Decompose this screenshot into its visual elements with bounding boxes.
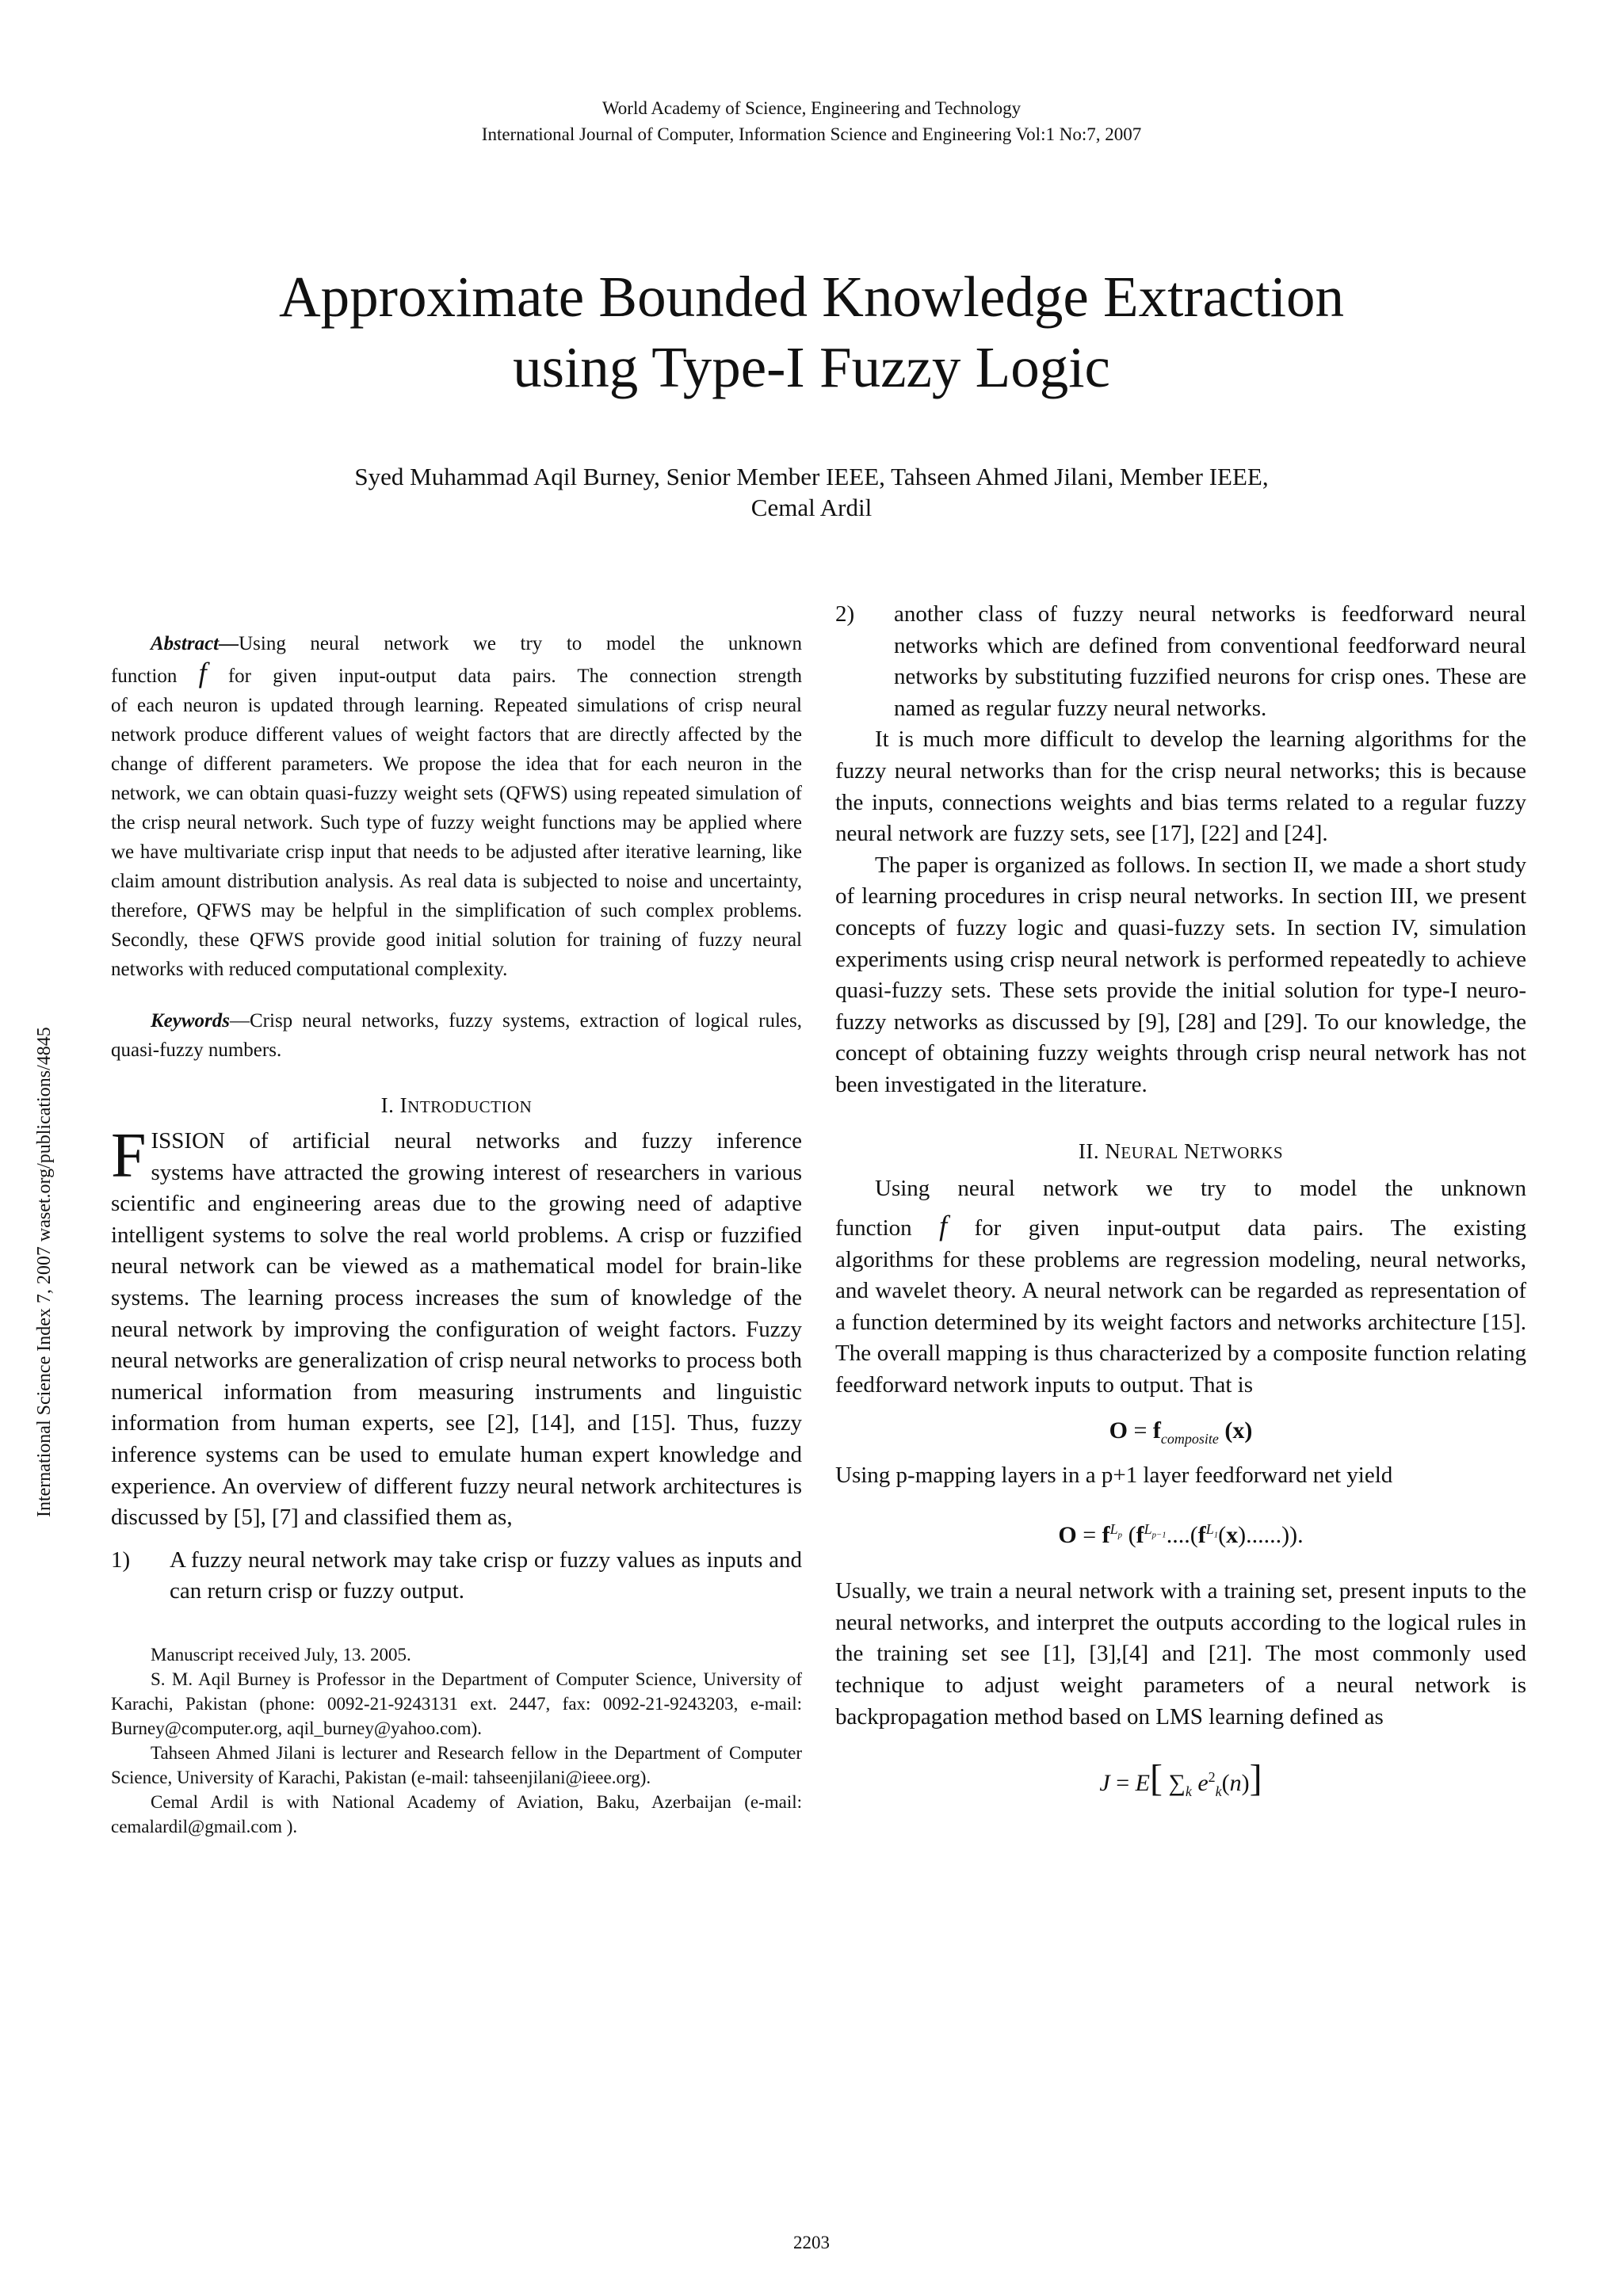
eq2-lhs: O [1058,1522,1077,1549]
nn-function-rest: for given input-output data pairs. The existing [974,1215,1526,1241]
section-heading-intro [111,1093,802,1118]
abstract-function-line [111,658,802,691]
authors-line1: Syed Muhammad Aqil Burney, Senior Member IEEE, Tahseen Ahmed Jilani, Member IEEE, [354,463,1269,490]
eq3-square: 2 [1208,1769,1216,1786]
intro-first-word: ISSION [151,1128,225,1154]
keywords [111,1006,802,1065]
eq3-e-index: k [1215,1783,1222,1800]
eq3-sum-index: k [1185,1783,1192,1800]
abstract-lead [111,629,802,658]
list-item-1-text: A fuzzy neural network may take crisp or fuzzy values as inputs and can return crisp or fuzzy output. [170,1547,802,1604]
eq2-equals: = [1083,1522,1097,1549]
list-item-2 [835,599,1526,724]
abstract-lead-text: Using neural network we try to model the unknown [239,633,802,654]
section-heading-neural-networks [835,1139,1526,1164]
eq2-lp1: L [1144,1521,1152,1538]
intro-heading-first: I [399,1093,408,1117]
page-number: 2203 [793,2233,830,2252]
intro-paragraph [111,1121,803,1534]
abstract-label: Abstract [151,633,220,654]
equation-layered: $O = f^{L_p}$ $(f^{L_{p-1}}....(f^{L_1}(x)......))$. [1058,1521,1304,1549]
eq3-e: e [1197,1770,1209,1797]
author-list [0,461,1623,523]
sec2-first: N [1105,1138,1121,1163]
eq2-lp: L [1109,1521,1118,1538]
sec2-first2: N [1184,1138,1201,1163]
title-line1: Approximate Bounded Knowledge Extraction [278,265,1345,329]
nn-body: algorithms for these problems are regression modeling, neural networks, and wavelet theory. A neural network can be regarded as representation of a function determined by its weight factors and networks architecture [15]. The overall mapping is thus characterized by a composite function relating feedforward network inputs to output. That is [835,1246,1526,1398]
eq1-equals: = [1133,1417,1148,1444]
eq3-E: E [1135,1770,1150,1797]
eq2-x: x [1226,1522,1239,1549]
sec2-mid: EURAL [1121,1142,1178,1162]
right-column [835,599,1526,1800]
intro-lead: of artificial neural networks and fuzzy inference [249,1128,803,1154]
authors-line2: Cemal Ardil [750,494,873,521]
title-line2: using Type-I Fuzzy Logic [513,335,1110,399]
eq1-argument: (x) [1224,1417,1253,1444]
footnote-burney: S. M. Aqil Burney is Professor in the Department of Computer Science, University of Karachi, Pakistan (phone: 0092-21-9243131 ext. 2447, fax: 0092-21-9243203, e-mail: Burney@computer.org, aqil_burney@yahoo.com). [111,1669,802,1738]
sec2-num: II. [1078,1138,1100,1163]
abstract-function-word: function [111,666,178,687]
side-watermark: International Science Index 7, 2007 waset.org/publications/4845 [34,1027,55,1517]
left-column [111,629,802,1839]
keywords-label: Keywords [151,1010,230,1032]
eq1-subscript: composite [1160,1430,1219,1447]
footnotes [111,1642,802,1839]
eq2-lp1-sub: p−1 [1151,1530,1167,1540]
intro-heading-rest: NTRODUCTION [407,1097,533,1116]
journal-header-line2: International Journal of Computer, Information Science and Engineering Vol:1 No:7, 2007 [481,124,1142,144]
eq2-lp-sub: p [1117,1530,1123,1540]
paper-title [0,261,1623,402]
footnote-ardil: Cemal Ardil is with National Academy of Aviation, Baku, Azerbaijan (e-mail: cemalardil@gmail.com ). [111,1791,802,1836]
eq3-sum: ∑ [1168,1770,1186,1797]
nn-lead: Using neural network we try to model the unknown [875,1175,1526,1201]
intro-first-line [111,1126,802,1158]
list-item-2-number: 2) [835,601,855,627]
equation-composite [835,1417,1526,1447]
intro-body: systems have attracted the growing interest of researchers in various scientific and engineering areas due to the growing need of adaptive intelligent systems to solve the real world problems. A crisp or fuzzified neural network can be viewed as a mathematical model for brain-like systems. The learning process increases the sum of knowledge of the neural network by improving the configuration of weight factors. Fuzzy neural networks are generalization of crisp neural networks to process both numerical information from measuring instruments and linguistic information from human experts, see [2], [14], and [15]. Thus, fuzzy inference systems can be used to emulate human expert knowledge and experience. An overview of different fuzzy neural network architectures is discussed by [5], [7] and classified them as, [111,1159,802,1531]
abstract-function-rest: for given input-output data pairs. The connection strength [227,666,802,687]
paragraph-training: Usually, we train a neural network with a training set, present inputs to the neural networks, and interpret the outputs according to the logical rules in the training set see [1], [3],[4] and [21]. The most commonly used technique to adjust weight parameters of a neural network is backpropagation method based on LMS learning defined as [835,1578,1526,1730]
eq2-dots2: ...... [1246,1522,1282,1549]
eq2-f2: f [1136,1522,1144,1549]
footnote-received: Manuscript received July, 13. 2005. [151,1644,411,1665]
list-item-1 [111,1545,802,1608]
equation-lms: J = E[ $\sum_k$ $e^2_k(n)$] [1099,1757,1262,1800]
eq1-f: f [1152,1417,1161,1444]
eq3-equals: = [1116,1770,1130,1797]
eq2-l1-sub: 1 [1213,1530,1219,1540]
journal-header-line1: World Academy of Science, Engineering and Technology [601,98,1022,118]
eq2-dots: .... [1166,1522,1190,1549]
eq2-f3: f [1197,1522,1206,1549]
footnote-jilani: Tahseen Ahmed Jilani is lecturer and Research fellow in the Department of Computer Science, University of Karachi, Pakistan (e-mail: tahseenjilani@ieee.org). [111,1742,802,1787]
eq3-n: n [1229,1770,1242,1797]
sec2-rest: ETWORKS [1200,1142,1284,1162]
abstract-dash: — [219,633,239,654]
list-item-1-number: 1) [111,1547,131,1573]
paragraph-learning-difficulty: It is much more difficult to develop the learning algorithms for the fuzzy neural networks than for the crisp neural networks; this is because the inputs, connections weights and bias terms related to a regular fuzzy neural network are fuzzy sets, see [17], [22] and [24]. [835,727,1526,847]
intro-heading-num: I. [380,1093,395,1117]
eq2-l1: L [1205,1521,1214,1538]
eq2-end: . [1297,1522,1304,1549]
keywords-text: —Crisp neural networks, fuzzy systems, extraction of logical rules, quasi-fuzzy numbers. [111,1010,802,1061]
abstract-body: of each neuron is updated through learning. Repeated simulations of crisp neural network produce different values of weight factors that are directly affected by the change of different parameters. We propose the idea that for each neuron in the network, we can obtain quasi-fuzzy weight sets (QFWS) using repeated simulation of the crisp neural network. Such type of fuzzy weight functions may be applied where we have multivariate crisp input that needs to be adjusted after iterative learning, like claim amount distribution analysis. As real data is subjected to noise and uncertainty, therefore, QFWS may be helpful in the simplification of such complex problems. Secondly, these QFWS provide good initial solution for training of fuzzy neural networks with reduced computational complexity. [111,695,802,980]
paragraph-neural-networks [835,1173,1526,1402]
f-symbol: f [198,657,207,688]
eq2-f1: f [1102,1522,1110,1549]
eq1-lhs: O [1109,1417,1128,1444]
drop-cap: F [111,1121,147,1191]
nn-function-word: function [835,1215,912,1241]
nn-f-symbol: f [939,1210,948,1242]
list-item-2-text: another class of fuzzy neural networks is feedforward neural networks which are defined from conventional feedforward neural networks by substituting fuzzified neurons for crisp ones. These are named as regular fuzzy neural networks. [894,601,1526,721]
eq3-lhs: J [1099,1770,1110,1797]
nn-function-line [835,1211,1526,1245]
paragraph-p-mapping: Using p-mapping layers in a p+1 layer feedforward net yield [835,1462,1393,1488]
paragraph-organization: The paper is organized as follows. In section II, we made a short study of learning procedures in crisp neural networks. In section III, we present concepts of fuzzy logic and quasi-fuzzy sets. In section IV, simulation experiments using crisp neural network is performed repeatedly to achieve quasi-fuzzy sets. These sets provide the initial solution for type-I neuro-fuzzy networks as discussed by [9], [28] and [29]. To our knowledge, the concept of obtaining fuzzy weights through crisp neural network has not been investigated in the literature. [835,852,1526,1097]
